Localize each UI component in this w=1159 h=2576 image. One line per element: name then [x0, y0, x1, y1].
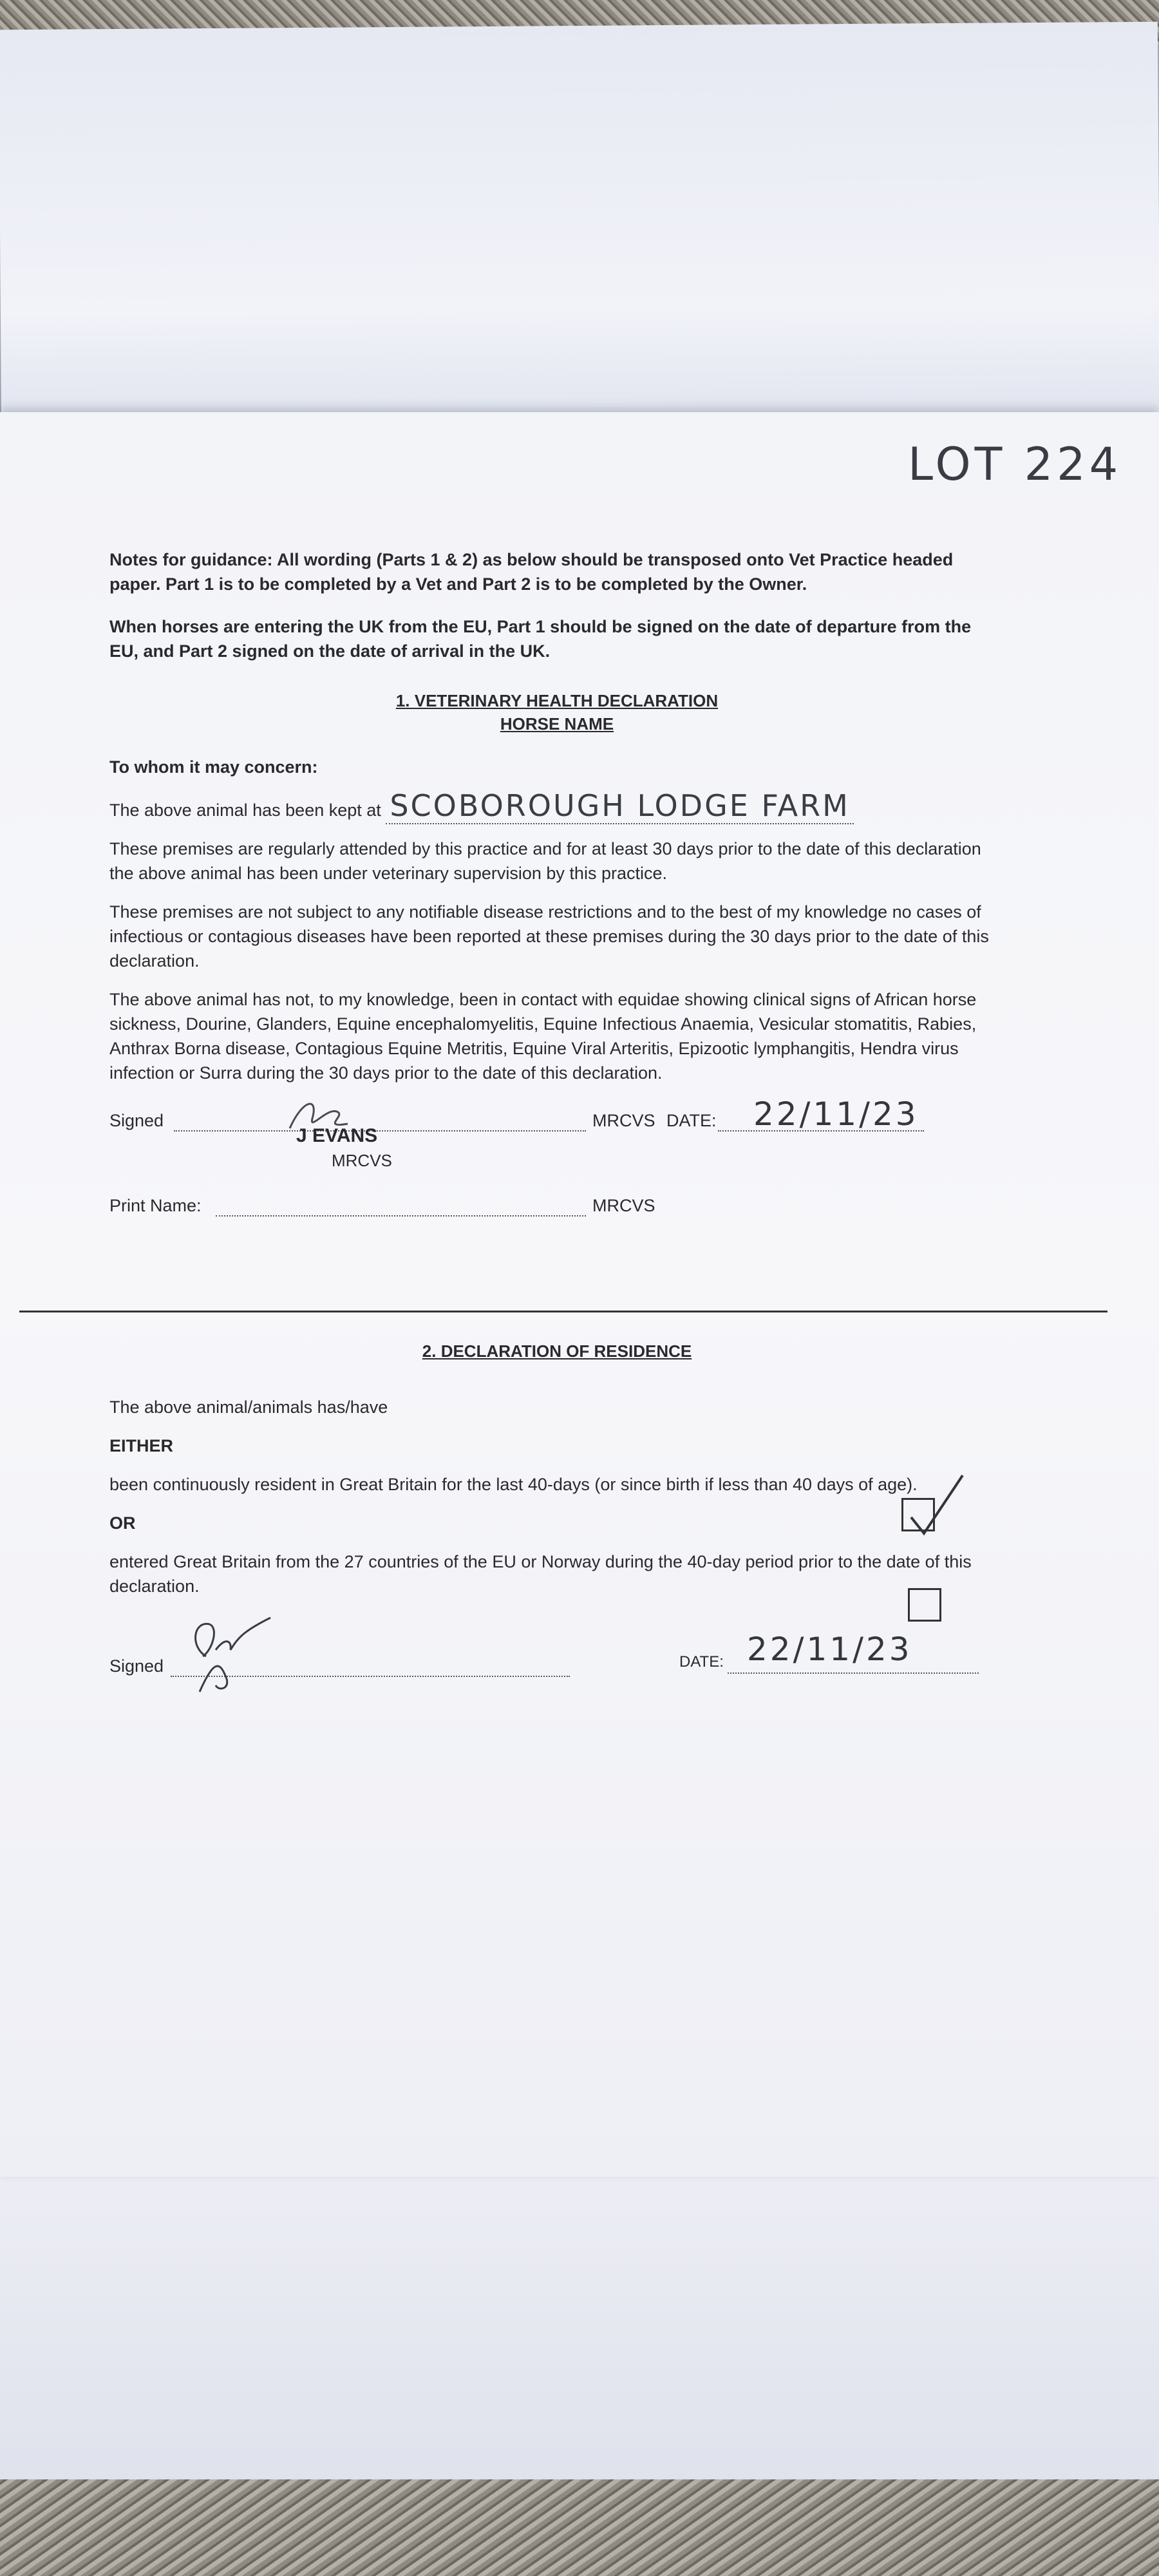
vet-signature-line — [174, 1111, 586, 1132]
print-name-line — [216, 1196, 586, 1217]
document-content — [109, 547, 1004, 1241]
vet-mrcvs-label: MRCVS — [592, 1111, 655, 1130]
restrictions-paragraph: These premises are not subject to any notifiable disease restrictions and to the best of my knowledge no cases of infectious or contagious diseases have been reported at these premises during the 30 days prior to the date of this declaration. — [109, 902, 989, 971]
owner-date-label: DATE: — [679, 1653, 724, 1671]
salutation: To whom it may concern: — [109, 757, 318, 777]
part1-heading: 1. VETERINARY HEALTH DECLARATION — [395, 691, 719, 710]
vet-signature-row — [109, 1095, 1004, 1170]
part2-intro: The above animal/animals has/have — [109, 1397, 388, 1417]
either-label: EITHER — [109, 1436, 174, 1455]
owner-date-value: 22/11/23 — [747, 1631, 912, 1668]
kept-at-line — [109, 788, 1004, 823]
owner-signed-label: Signed — [109, 1656, 164, 1676]
horse-name-heading: HORSE NAME — [500, 714, 614, 734]
guidance-note: Notes for guidance: All wording (Parts 1 & 2) as below should be transposed onto Vet Practice headed paper. Part 1 is to be completed by a Vet and Part 2 is to be completed by the Owner. — [109, 550, 954, 594]
section-divider — [19, 1311, 1107, 1312]
tick-mark-icon — [908, 1472, 966, 1537]
print-name-row — [109, 1196, 1004, 1241]
owner-signature-row — [109, 1624, 1004, 1714]
or-label: OR — [109, 1513, 136, 1533]
option1-row — [109, 1472, 1004, 1497]
print-name-label: Print Name: — [109, 1196, 202, 1215]
arrival-note: When horses are entering the UK from the EU, Part 1 should be signed on the date of departure from the EU, and Part 2 signed on the date of arrival in the UK. — [109, 617, 972, 661]
vet-date-value: 22/11/23 — [753, 1095, 919, 1133]
option2-text: entered Great Britain from the 27 countries of the EU or Norway during the 40-day period prior to the date of this declaration. — [109, 1552, 972, 1596]
vet-stamp-title: MRCVS — [332, 1151, 392, 1170]
supervision-paragraph: These premises are regularly attended by this practice and for at least 30 days prior to the date of this declaration the above animal has been under veterinary supervision by this practice. — [109, 839, 981, 883]
under-sheet-bottom — [0, 2164, 1159, 2486]
vet-signed-label: Signed — [109, 1111, 164, 1130]
kept-at-label: The above animal has been kept at — [109, 800, 381, 820]
contact-paragraph: The above animal has not, to my knowledge, been in contact with equidae showing clinical signs of African horse sickness, Dourine, Glanders, Equine encephalomyelitis, Equine Infectious Anaemia, Vesicular stomatitis, Rabies, Anthrax Borna disease, Contagious Equine Metritis, Equine Viral Arteritis, Epizootic lymphangitis, Hendra virus infection or Surra during the 30 days prior to the date of this declaration. — [109, 990, 977, 1083]
option2-checkbox[interactable] — [908, 1588, 941, 1622]
carpet-background-bottom — [0, 2479, 1159, 2576]
option2-row — [109, 1549, 1004, 1598]
print-mrcvs-label: MRCVS — [592, 1196, 655, 1215]
owner-signature-icon — [180, 1611, 277, 1695]
option1-text: been continuously resident in Great Britain for the last 40-days (or since birth if less than 40 days of age). — [109, 1475, 918, 1494]
kept-at-value: SCOBOROUGH LODGE FARM — [386, 788, 853, 824]
under-sheet-top — [0, 22, 1159, 436]
vet-stamp-name: J EVANS — [296, 1125, 378, 1146]
part2-heading: 2. DECLARATION OF RESIDENCE — [422, 1341, 692, 1361]
declaration-sheet — [0, 412, 1159, 2177]
vet-date-label: DATE: — [666, 1111, 717, 1130]
part2-content — [109, 1340, 1004, 1714]
lot-label: LOT 224 — [908, 438, 1122, 491]
